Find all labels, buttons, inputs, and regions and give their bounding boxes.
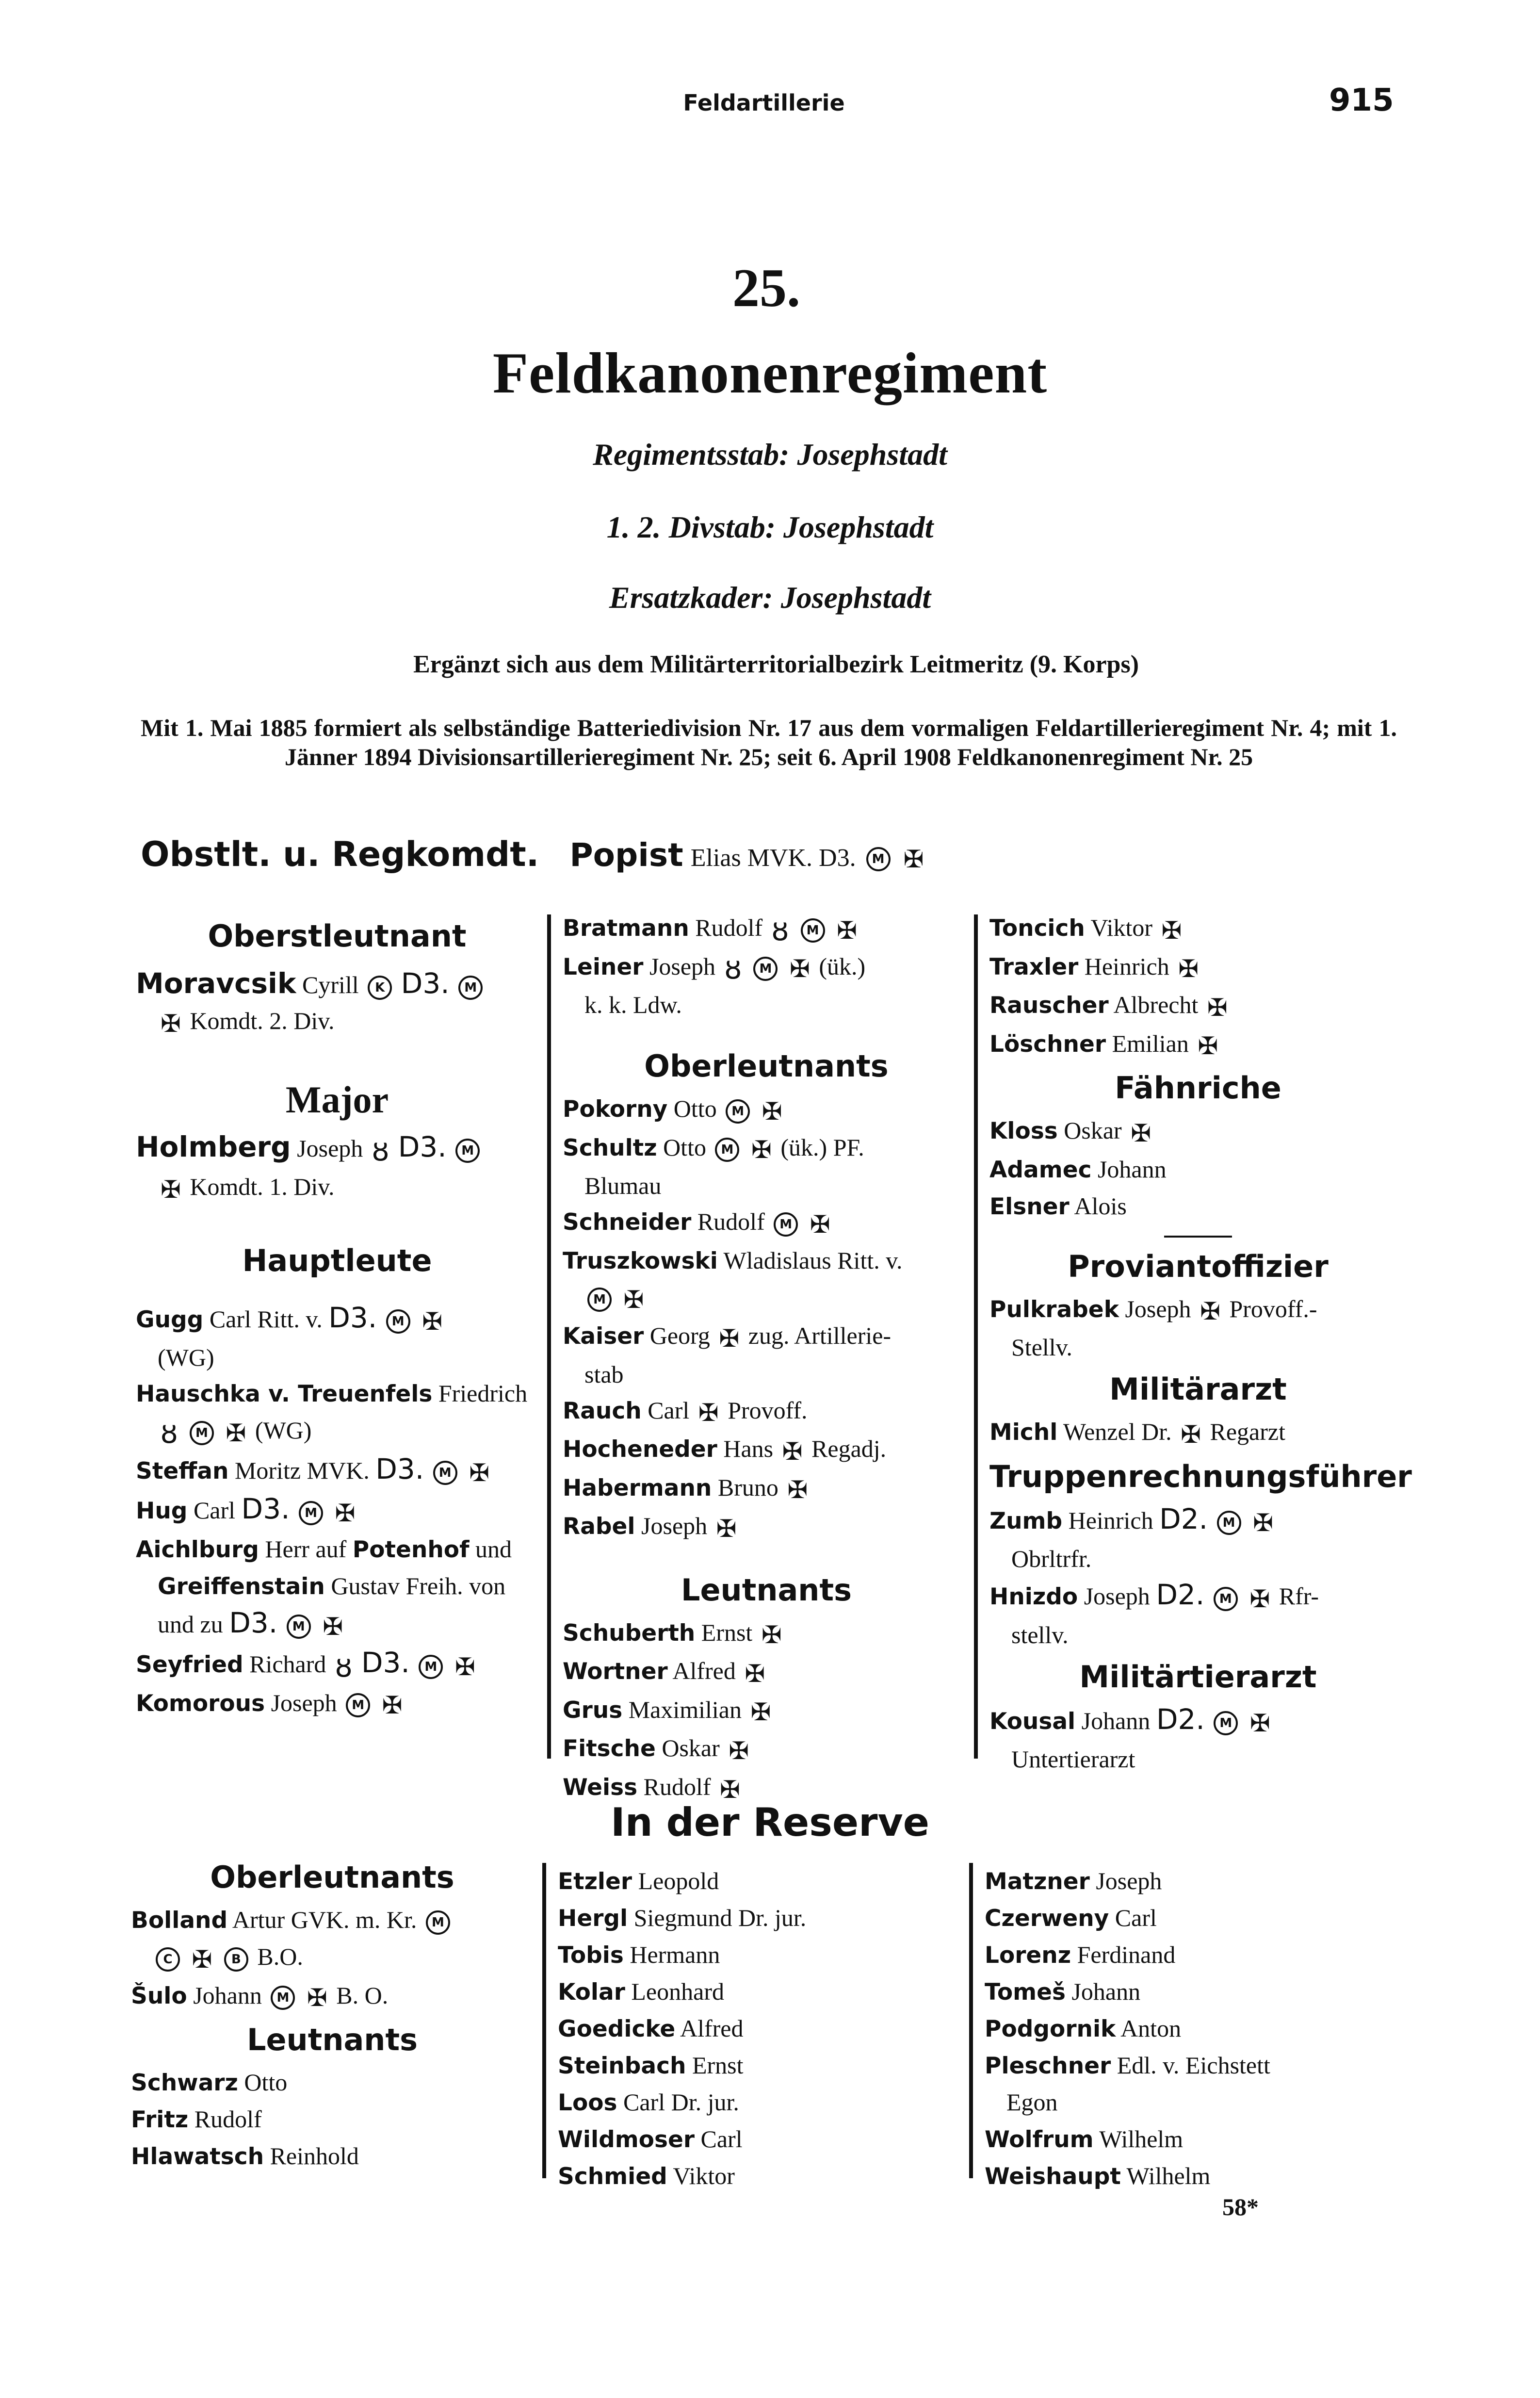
- reserve-entry: Tomeš Johann: [985, 1978, 1141, 2006]
- cross-icon: ✠: [469, 1459, 490, 1487]
- cross-icon: ✠: [782, 1437, 803, 1466]
- reserve-entry: Weishaupt Wilhelm: [985, 2162, 1211, 2190]
- ribbon-icon: ȣ: [161, 1416, 178, 1450]
- entry-hocheneder: Hocheneder Hans ✠ Regadj.: [563, 1431, 970, 1469]
- reserve-entry: Czerweny Carl: [985, 1904, 1157, 1932]
- reserve-column-right: [985, 1863, 1411, 2195]
- military-merit-medal-icon: M: [587, 1288, 612, 1312]
- military-merit-medal-icon: M: [426, 1910, 450, 1935]
- column-staff-officers: [136, 907, 538, 1723]
- column-divider: [542, 1863, 546, 2178]
- military-merit-medal-icon: M: [801, 918, 825, 943]
- section-separator: [1164, 1236, 1232, 1238]
- cross-icon: ✠: [720, 1775, 740, 1804]
- cross-icon: ✠: [903, 845, 924, 874]
- military-merit-medal-icon: M: [433, 1461, 457, 1485]
- cross-icon: ✠: [787, 1476, 808, 1504]
- entry-hnizdo: Hnizdo Joseph D2. M ✠ Rfr- stellv.: [989, 1578, 1319, 1648]
- cross-icon: ✠: [1253, 1509, 1274, 1537]
- cross-icon: ✠: [698, 1399, 719, 1427]
- entry-komorous: Komorous Joseph M ✠: [136, 1685, 538, 1724]
- military-merit-medal-icon: M: [774, 1212, 798, 1237]
- commander-details: Elias MVK. D3.: [690, 844, 856, 872]
- cross-icon: ✠: [161, 1009, 181, 1038]
- c-medal-icon: C: [156, 1947, 180, 1972]
- regiment-commander: [141, 834, 1402, 874]
- military-merit-medal-icon: M: [715, 1138, 739, 1162]
- military-merit-medal-icon: M: [455, 1139, 480, 1163]
- column-divider: [969, 1863, 973, 2178]
- military-merit-medal-icon: M: [458, 976, 483, 1000]
- reserve-entry: Schmied Viktor: [558, 2162, 735, 2190]
- page-number: 915: [1329, 82, 1394, 118]
- entry-kousal: Kousal Johann D2. M ✠ Untertierarzt: [989, 1702, 1270, 1773]
- reserve-entry: Podgornik Anton: [985, 2015, 1182, 2042]
- cross-icon: ✠: [745, 1659, 765, 1688]
- regiment-name: Feldkanonenregiment: [492, 341, 1048, 405]
- entry-kaiser: Kaiser Georg ✠ zug. Artillerie- stab: [563, 1318, 970, 1392]
- cross-icon: ✠: [226, 1419, 246, 1447]
- entry-hauschka: Hauschka v. Treuenfels Friedrich ȣ M ✠ (WG): [136, 1375, 538, 1451]
- military-merit-medal-icon: M: [271, 1986, 295, 2010]
- entry-kloss: Kloss Oskar ✠: [989, 1112, 1407, 1151]
- cross-icon: ✠: [750, 1698, 771, 1727]
- entry-gugg: Gugg Carl Ritt. v. D3. M ✠ (WG): [136, 1301, 443, 1371]
- cross-icon: ✠: [161, 1175, 181, 1204]
- column-other-officers: [989, 910, 1412, 1777]
- cross-icon: ✠: [422, 1307, 443, 1336]
- reserve-entry: Pleschner Edl. v. Eichstett: [985, 2052, 1270, 2079]
- entry-leiner: Leiner Joseph ȣ M ✠ (ük.) k. k. Ldw.: [563, 948, 970, 1023]
- military-merit-medal-icon: M: [1214, 1587, 1238, 1611]
- reserve-entry: Loos Carl Dr. jur.: [558, 2088, 739, 2116]
- entry-schneider: Schneider Rudolf M ✠: [563, 1204, 970, 1242]
- ribbon-icon: ȣ: [372, 1134, 389, 1168]
- heading-oberstleutnant: Oberstleutnant: [208, 918, 467, 954]
- heading-militaertierarzt: Militärtierarzt: [1079, 1659, 1317, 1695]
- entry-rabel: Rabel Joseph ✠: [563, 1508, 970, 1547]
- column-divider: [547, 914, 551, 1759]
- reserve-heading-leutnants: Leutnants: [247, 2022, 418, 2058]
- entry-schultz: Schultz Otto M ✠ (ük.) PF. Blumau: [563, 1129, 970, 1204]
- cross-icon: ✠: [1249, 1709, 1270, 1738]
- reserve-entry: Hlawatsch Reinhold: [131, 2142, 359, 2170]
- reserve-heading: In der Reserve: [611, 1800, 929, 1845]
- entry-adamec: Adamec Johann: [989, 1155, 1167, 1183]
- cross-icon: ✠: [1249, 1584, 1270, 1613]
- entry-toncich: Toncich Viktor ✠: [989, 910, 1407, 948]
- heading-truppenrechnungsfuehrer: Truppenrechnungsführer: [989, 1458, 1412, 1494]
- running-header: Feldartillerie: [683, 90, 845, 116]
- entry-weiss: Weiss Rudolf ✠: [563, 1769, 970, 1808]
- reserve-entry: Wolfrum Wilhelm: [985, 2125, 1183, 2153]
- entry-bratmann: Bratmann Rudolf ȣ M ✠: [563, 910, 970, 948]
- entry-seyfried: Seyfried Richard ȣ D3. M ✠: [136, 1645, 538, 1685]
- reserve-entry: Hergl Siegmund Dr. jur.: [558, 1904, 807, 1932]
- entry-grus: Grus Maximilian ✠: [563, 1692, 970, 1730]
- cross-icon: ✠: [323, 1613, 343, 1641]
- heading-oberleutnants: Oberleutnants: [644, 1048, 889, 1084]
- column-divider: [974, 914, 978, 1759]
- reserve-entry: Steinbach Ernst: [558, 2052, 744, 2079]
- commander-rank: Obstlt. u. Regkomdt.: [141, 834, 539, 874]
- commander-surname: Popist: [569, 836, 683, 874]
- military-merit-medal-icon: M: [419, 1655, 443, 1679]
- reserve-entry: Matzner Joseph: [985, 1867, 1162, 1895]
- military-merit-medal-icon: M: [726, 1099, 750, 1124]
- entry-habermann: Habermann Bruno ✠: [563, 1469, 970, 1508]
- cross-icon: ✠: [454, 1652, 475, 1681]
- entry-elsner: Elsner Alois: [989, 1192, 1127, 1220]
- reserve-entry-continuation: Egon: [1006, 2088, 1058, 2116]
- b-medal-icon: B: [224, 1947, 248, 1972]
- regiment-staff: Regimentsstab: Josephstadt: [593, 437, 947, 472]
- cross-icon: ✠: [762, 1097, 782, 1126]
- cross-icon: ✠: [719, 1324, 740, 1353]
- cross-icon: ✠: [1131, 1119, 1151, 1147]
- entry-bolland: Bolland Artur GVK. m. Kr. M C ✠ B B.O.: [131, 1902, 534, 1977]
- military-merit-medal-icon: M: [190, 1421, 214, 1445]
- entry-rauch: Rauch Carl ✠ Provoff.: [563, 1392, 970, 1431]
- k-medal-icon: K: [368, 976, 392, 1000]
- cross-icon: ✠: [837, 916, 858, 945]
- regiment-history: Mit 1. Mai 1885 formiert als selbständige Batteriedivision Nr. 17 aus dem vormaligen Feldartillerieregiment Nr. 4; mit 1. Jänner 1894 Divisionsartillerieregiment Nr. 25; seit 6. April 1908 Feldkanonenregiment Nr. 25: [141, 714, 1397, 770]
- entry-steffan: Steffan Moritz MVK. D3. M ✠: [136, 1451, 538, 1491]
- entry-hug: Hug Carl D3. M ✠: [136, 1491, 538, 1531]
- military-merit-medal-icon: M: [753, 957, 778, 981]
- cross-icon: ✠: [716, 1514, 737, 1543]
- cross-icon: ✠: [1178, 955, 1199, 983]
- reserve-entry: Lorenz Ferdinand: [985, 1941, 1176, 1969]
- reserve-entry: Wildmoser Carl: [558, 2125, 743, 2153]
- reserve-entry: Tobis Hermann: [558, 1941, 720, 1969]
- ribbon-icon: ȣ: [771, 914, 789, 947]
- cross-icon: ✠: [1200, 1297, 1220, 1326]
- military-merit-medal-icon: M: [287, 1615, 311, 1639]
- reserve-entry: Schwarz Otto: [131, 2069, 288, 2097]
- reserve-entry: Etzler Leopold: [558, 1867, 719, 1895]
- reserve-entry: Fritz Rudolf: [131, 2105, 262, 2134]
- cross-icon: ✠: [751, 1136, 772, 1164]
- regiment-number: 25.: [732, 258, 800, 318]
- recruitment-district: Ergänzt sich aus dem Militärterritorialbezirk Leitmeritz (9. Korps): [413, 651, 1139, 678]
- heading-major: Major: [285, 1078, 389, 1121]
- entry-pulkrabek: Pulkrabek Joseph ✠ Provoff.- Stellv.: [989, 1291, 1407, 1366]
- heading-leutnants: Leutnants: [681, 1572, 852, 1608]
- military-merit-medal-icon: M: [866, 847, 891, 871]
- column-junior-officers: [563, 910, 970, 1808]
- entry-sulo: Šulo Johann M ✠ B. O.: [131, 1977, 534, 2016]
- entry-moravcsik: Moravcsik Cyrill K D3. M ✠ Komdt. 2. Div.: [136, 965, 538, 1042]
- reserve-entry: Goedicke Alfred: [558, 2015, 744, 2042]
- cross-icon: ✠: [761, 1621, 782, 1649]
- entry-pokorny: Pokorny Otto M ✠: [563, 1091, 970, 1129]
- heading-hauptleute: Hauptleute: [242, 1242, 432, 1278]
- cross-icon: ✠: [1161, 916, 1182, 945]
- cross-icon: ✠: [1198, 1032, 1218, 1060]
- military-merit-medal-icon: M: [346, 1693, 370, 1717]
- entry-truszkowski: Truszkowski Wladislaus Ritt. v. M ✠: [563, 1242, 970, 1318]
- entry-loeschner: Löschner Emilian ✠: [989, 1026, 1407, 1064]
- cross-icon: ✠: [335, 1499, 356, 1527]
- heading-proviantoffizier: Proviantoffizier: [1068, 1248, 1329, 1284]
- signature-mark: 58*: [1222, 2193, 1259, 2220]
- military-merit-medal-icon: M: [1214, 1711, 1238, 1735]
- entry-wortner: Wortner Alfred ✠: [563, 1653, 970, 1692]
- heading-militaerarzt: Militärarzt: [1109, 1371, 1287, 1407]
- cross-icon: ✠: [307, 1984, 327, 2012]
- entry-michl: Michl Wenzel Dr. ✠ Regarzt: [989, 1414, 1407, 1452]
- cross-icon: ✠: [789, 955, 810, 983]
- division-staff: 1. 2. Divstab: Josephstadt: [606, 510, 934, 544]
- ribbon-icon: ȣ: [335, 1650, 353, 1683]
- entry-fitsche: Fitsche Oskar ✠: [563, 1730, 970, 1769]
- entry-holmberg: Holmberg Joseph ȣ D3. M ✠ Komdt. 1. Div.: [136, 1129, 538, 1207]
- reserve-column-left: [131, 1853, 534, 2175]
- cross-icon: ✠: [1181, 1420, 1201, 1449]
- military-merit-medal-icon: M: [299, 1501, 323, 1525]
- ribbon-icon: ȣ: [724, 952, 742, 986]
- reserve-entry: Kolar Leonhard: [558, 1978, 724, 2006]
- cross-icon: ✠: [1207, 993, 1228, 1022]
- cross-icon: ✠: [729, 1736, 749, 1765]
- entry-rauscher: Rauscher Albrecht ✠: [989, 987, 1407, 1026]
- cross-icon: ✠: [382, 1691, 403, 1720]
- reserve-column-middle: [558, 1863, 965, 2195]
- entry-zumb: Zumb Heinrich D2. M ✠ Obrltrfr.: [989, 1502, 1274, 1573]
- cross-icon: ✠: [192, 1945, 212, 1974]
- reserve-heading-oberleutnants: Oberleutnants: [210, 1860, 454, 1895]
- reserve-cadre: Ersatzkader: Josephstadt: [609, 580, 931, 615]
- military-merit-medal-icon: M: [1217, 1511, 1241, 1535]
- heading-faehnriche: Fähnriche: [1115, 1070, 1281, 1106]
- military-merit-medal-icon: M: [386, 1309, 410, 1334]
- cross-icon: ✠: [810, 1210, 830, 1239]
- entry-aichlburg: Aichlburg Herr auf Potenhof und Greiffenstain Gustav Freih. von und zu D3. M ✠: [136, 1531, 538, 1645]
- entry-schuberth: Schuberth Ernst ✠: [563, 1615, 970, 1653]
- cross-icon: ✠: [623, 1286, 644, 1314]
- entry-traxler: Traxler Heinrich ✠: [989, 948, 1407, 987]
